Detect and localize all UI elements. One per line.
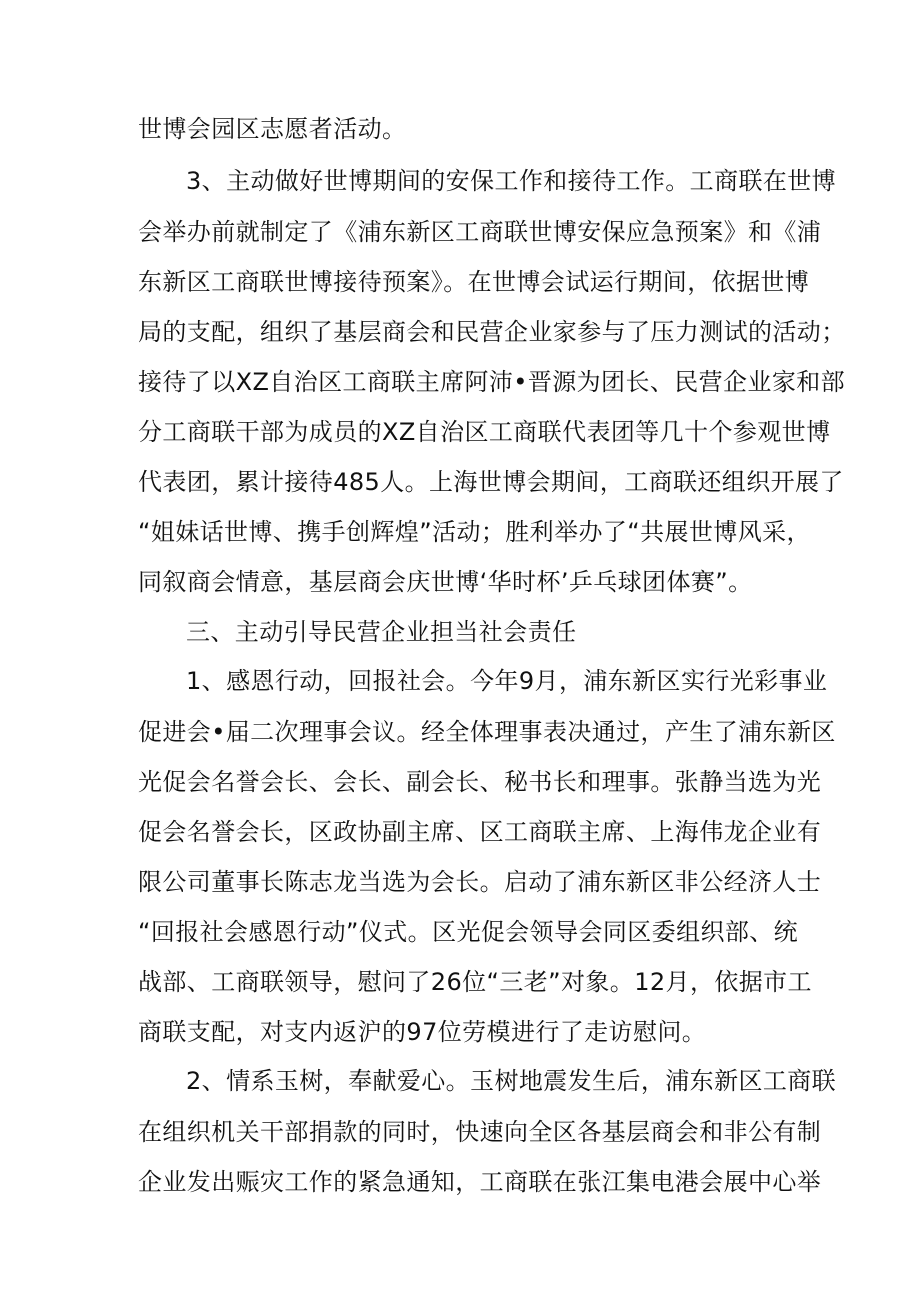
text-line: 代表团，累计接待485人。上海世博会期间，工商联还组织开展了 [138, 468, 844, 496]
text-line-paragraph-start: 2、情系玉树，奉献爱心。玉树地震发生后，浦东新区工商联 [186, 1067, 837, 1095]
text-line: 光促会名誉会长、会长、副会长、秘书长和理事。张静当选为光 [138, 768, 822, 796]
text-line: 促会名誉会长，区政协副主席、区工商联主席、上海伟龙企业有 [138, 818, 822, 846]
text-line: 接待了以XZ自治区工商联主席阿沛•晋源为团长、民营企业家和部 [138, 368, 846, 396]
text-line: 局的支配，组织了基层商会和民营企业家参与了压力测试的活动； [138, 318, 846, 346]
text-line: 在组织机关干部捐款的同时，快速向全区各基层商会和非公有制 [138, 1118, 822, 1146]
text-line: “回报社会感恩行动”仪式。区光促会领导会同区委组织部、统 [138, 918, 799, 946]
text-line-paragraph-start: 3、主动做好世博期间的安保工作和接待工作。工商联在世博 [186, 167, 837, 195]
section-heading: 三、主动引导民营企业担当社会责任 [186, 618, 577, 646]
text-line: 战部、工商联领导，慰问了26位“三老”对象。12月，依据市工 [138, 968, 812, 996]
text-line: 分工商联干部为成员的XZ自治区工商联代表团等几十个参观世博 [138, 418, 831, 446]
text-line: 会举办前就制定了《浦东新区工商联世博安保应急预案》和《浦 [138, 218, 822, 246]
text-line: “姐妹话世博、携手创辉煌”活动；胜利举办了“共展世博风采， [138, 518, 811, 546]
text-line: 商联支配，对支内返沪的97位劳模进行了走访慰问。 [138, 1018, 707, 1046]
text-line-continuation: 世博会园区志愿者活动。 [138, 115, 407, 143]
text-line: 东新区工商联世博接待预案》。在世博会试运行期间，依据世博 [138, 268, 810, 296]
text-line: 促进会•届二次理事会议。经全体理事表决通过，产生了浦东新区 [138, 718, 836, 746]
text-line: 企业发出赈灾工作的紧急通知，工商联在张江集电港会展中心举 [138, 1168, 822, 1196]
text-line: 同叙商会情意，基层商会庆世博‘华时杯’乒乓球团体赛”。 [138, 568, 753, 596]
text-line-paragraph-start: 1、感恩行动，回报社会。今年9月，浦东新区实行光彩事业 [186, 667, 828, 695]
text-line: 限公司董事长陈志龙当选为会长。启动了浦东新区非公经济人士 [138, 868, 822, 896]
